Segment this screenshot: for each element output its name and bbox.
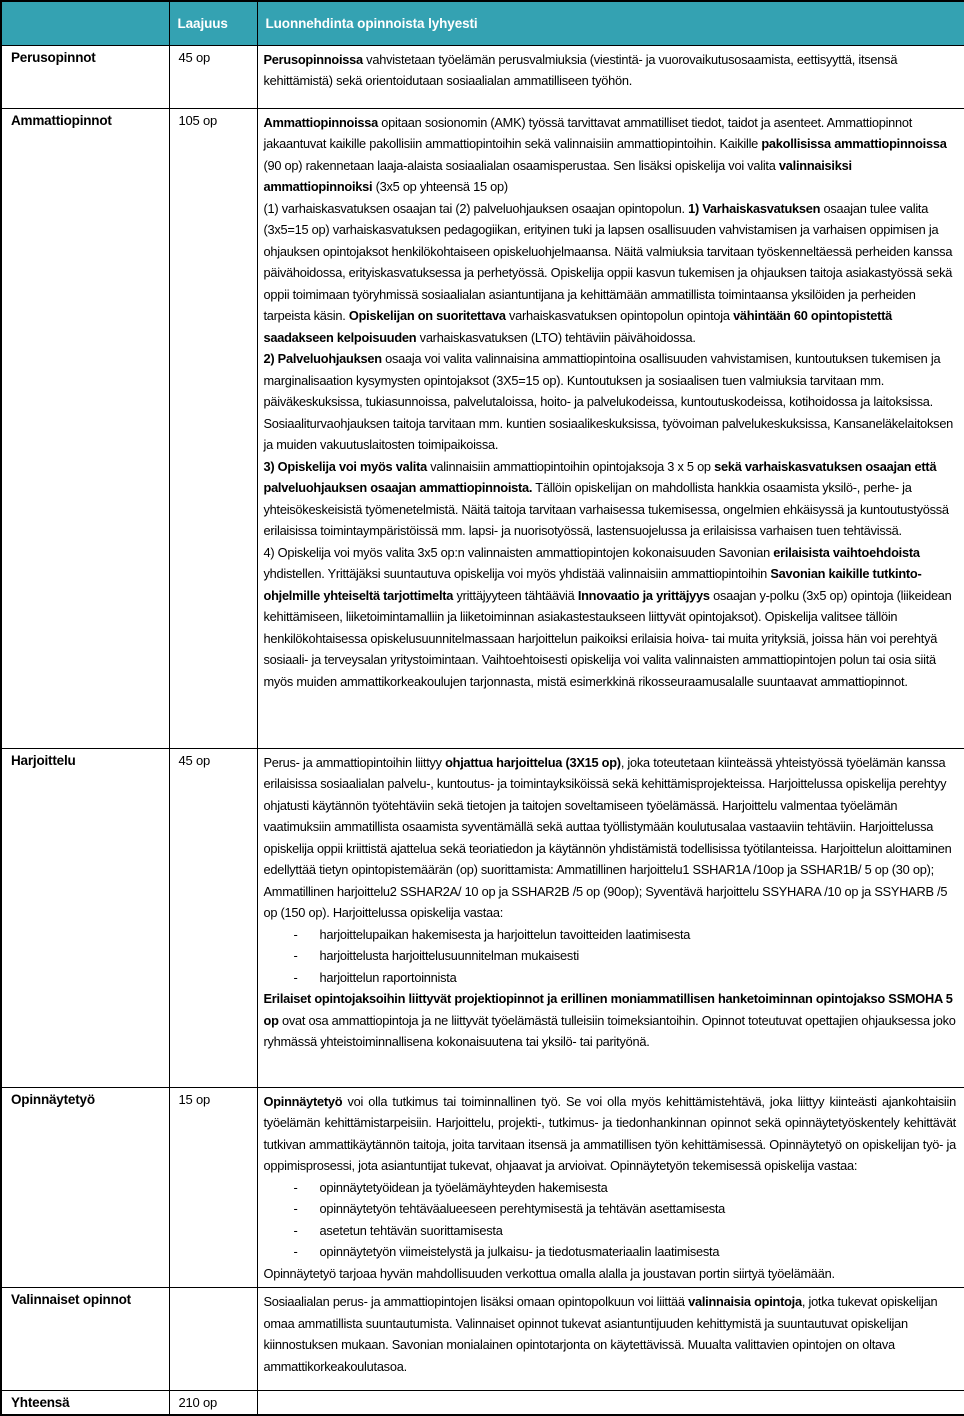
text-run: harjoittelusta harjoittelusuunnitelman mukaisesti xyxy=(319,948,579,963)
row-description xyxy=(257,1391,964,1416)
text-run: , jotka tukevat opiskelijan omaa ammatillista suuntautumista. Valinnaiset opinnot tukevat asiantuntijuuden kehittymistä ja suuntautuvat opiskelijan kiinnostuksen mukaan. Savonian monialainen opintotarjonta on käytettävissä. Muualta valittavien opintojen on oltava ammattikorkeakoulutasoa. xyxy=(263,1294,938,1374)
bold-text-run: 1) Varhaiskasvatuksen xyxy=(688,200,821,216)
row-description xyxy=(257,45,964,108)
list-item-text xyxy=(320,1180,608,1195)
row-description xyxy=(257,1288,964,1391)
row-extent-value: 15 op xyxy=(169,1087,257,1288)
list-item xyxy=(264,967,957,989)
list-dash-marker: - xyxy=(293,948,298,963)
bold-text-run: 2) Palveluohjauksen xyxy=(263,351,382,366)
bold-text-run: 3) Opiskelija voi myös valita xyxy=(263,458,427,474)
list-item-text xyxy=(320,927,691,942)
list-item xyxy=(264,1177,957,1199)
text-run: Ammatillinen harjoittelu2 SSHAR2A/ 10 op ja SSHAR2B /5 op (90op); Syventävä harjoittelu SSYHARA /10 op ja SSYHARB /5 op (150 op). Harjoittelussa opiskelija vastaa: xyxy=(263,883,948,920)
description-paragraph xyxy=(264,988,957,1053)
text-run: varhaiskasvatuksen (LTO) tehtäviin päivähoidossa. xyxy=(416,329,696,345)
column-header-description: Luonnehdinta opinnoista lyhyesti xyxy=(257,1,964,45)
row-category-label: Ammattiopinnot xyxy=(1,108,169,748)
text-run: , joka toteutetaan kiinteässä yhteistyössä työelämän kanssa erilaisissa sosiaalialan palvelu-, kuntoutus- ja toimintayksiköissä sekä kehittämisprojekteissa. Harjoittelussa opiskelija perehtyy ohjatusti käytännön työtehtäviin sekä tietojen ja taitojen soveltamiseen työelämässä. Harjoittelu valmentaa työelämän vaatimuksiin ammatillista osaamista syventämällä sekä auttaa työllistymään koulutusalaa vastaaviin tehtäviin. Harjoittelussa opiskelija oppii kriittistä ajattelua sekä teoriatiedon ja käytännön yhdistämistä todellisissa työtilanteissa. Harjoittelun aloittaminen edellyttää tietyn opintopistemäärän (op) suorittamista: Ammatillinen harjoittelu1 SSHAR1A /10op ja SSHAR1B/ 5 op (30 op); xyxy=(263,754,952,877)
text-run: 4) Opiskelija voi myös valita 3x5 op:n valinnaisten ammattiopintojen kokonaisuuden Savonian xyxy=(263,544,774,560)
description-paragraph xyxy=(264,348,957,456)
description-paragraph xyxy=(264,112,957,198)
row-extent-value xyxy=(169,1288,257,1391)
text-run: asetetun tehtävän suorittamisesta xyxy=(319,1222,503,1238)
list-item-text xyxy=(320,1201,726,1216)
bold-text-run: ohjattua harjoittelua (3X15 op) xyxy=(445,754,621,770)
column-header-category xyxy=(1,1,169,45)
bold-text-run: pakollisissa ammattiopinnoissa xyxy=(761,136,947,151)
bold-text-run: Perusopinnoissa xyxy=(263,51,363,67)
text-run: osaajan y-polku (3x5 op) opintoja (liikeidean kehittämiseen, liiketoimintamalliin ja liiketoiminnan asiakastestaukseen liittyvät opintojaksot). Opiskelija valitsee tällöin henkilökohtaisessa opiskelusuunnitelmassaan harjoittelun paikoiksi erilaisia hoiva- tai muita yrityksiä, joissa hän voi perehtyä sosiaali- ja terveysalan yritystoimintaan. Vaihtoehtoisesti opiskelija voi valita valinnaisten ammattiopintojen polun tai osia siitä myös muiden ammattikorkeakoulujen tarjonnasta, mistä esimerkkinä rikosseuraamusalalle suuntaavat ammattiopinnot. xyxy=(263,587,952,689)
text-run: Opinnäytetyö tarjoaa hyvän mahdollisuuden verkottua omalla alalla ja joustavan portin siirtyä työelämään. xyxy=(263,1265,835,1281)
list-dash-marker: - xyxy=(293,1201,298,1216)
text-run: (90 op) rakennetaan laaja-alaista sosiaalialan osaamisperustaa. Sen lisäksi opiskelija voi valita xyxy=(263,157,779,173)
table-row xyxy=(1,1087,964,1288)
description-paragraph xyxy=(264,1291,957,1377)
bold-text-run: Opinnäytetyö xyxy=(263,1093,343,1109)
text-run: varhaiskasvatuksen opintopolun opintoja xyxy=(505,308,734,323)
text-run: harjoittelupaikan hakemisesta ja harjoittelun tavoitteiden laatimisesta xyxy=(319,926,691,942)
text-run: opitaan sosionomin (AMK) työssä tarvittavat ammatilliset tiedot, taidot ja asenteet. Ammattiopinnot jakaantuvat kaikille pakollisiin ammattiopintoihin sekä valinnaisiin ammattiopintoihin. Kaikille xyxy=(263,114,913,151)
row-category-label: Harjoittelu xyxy=(1,748,169,1087)
text-run: Tällöin opiskelijan on mahdollista hankkia osaamista yksilö-, perhe- ja yhteisökeskeisistä työmenetelmistä. Näitä taitoja tarvitaan varhaisessa tukemisessa, ongelmien ehkäisyssä ja kuntoutustyössä erilaisissa toimintaympäristöissä mm. lapsi- ja nuorisotyössä, lastensuojelussa ja erilaisissa varhaisen tuen tehtävissä. xyxy=(263,480,949,538)
row-extent-value: 45 op xyxy=(169,45,257,108)
description-paragraph xyxy=(264,49,957,92)
text-run: osaaja voi valita valinnaisina ammattiopintoina osallisuuden vahvistamisen, kuntoutuksen tukemisen ja marginalisaation kysymysten opintojaksot (3X5=15 op). Kuntoutuksen ja sosiaalisen tuen valmiuksia tarvitaan mm. päiväkeskuksissa, tukiasunnoissa, palvelutaloissa, hoito- ja palvelukodeissa, kuntoutuskodeissa, kotihoidossa ja laitoksissa. Sosiaaliturvaohjauksen taitoja tarvitaan mm. kuntien sosiaalikeskuksissa, työvoiman palvelukeskuksissa, Kansaneläkelaitoksen ja muiden vakuutuslaitosten toimipaikoissa. xyxy=(263,351,954,452)
text-run: harjoittelun raportoinnista xyxy=(319,969,457,985)
table-row xyxy=(1,1391,964,1416)
text-run: vahvistetaan työelämän perusvalmiuksia (viestintä- ja vuorovaikutusosaamista, eettisyyttä, itsensä kehittämistä) sekä orientoidutaan sosiaalialan ammatilliseen työhön. xyxy=(263,51,898,88)
row-category-label: Valinnaiset opinnot xyxy=(1,1288,169,1391)
text-run: opinnäytetyön viimeistelystä ja julkaisu- ja tiedotusmateriaalin laatimisesta xyxy=(319,1244,720,1259)
text-run: yhdistellen. Yrittäjäksi suuntautuva opiskelija voi myös yhdistää valinnaisiin ammattiopintoihin xyxy=(263,566,771,581)
list-dash-marker: - xyxy=(293,969,298,985)
description-paragraph xyxy=(264,881,957,924)
bold-text-run: erilaisista vaihtoehdoista xyxy=(773,544,920,560)
text-run: (3x5 op yhteensä 15 op) xyxy=(372,179,508,194)
list-item xyxy=(264,1220,957,1242)
text-run: ovat osa ammattiopintoja ja ne liittyvät työelämästä tulleisiin toimeksiantoihin. Opinnot toteutuvat opettajien ohjauksessa joko ryhmässä yhteistoiminnallisena kokonaisuutena tai yksilö- tai parityönä. xyxy=(263,1012,956,1049)
row-category-label: Opinnäytetyö xyxy=(1,1087,169,1288)
row-category-label: Perusopinnot xyxy=(1,45,169,108)
bold-text-run: vähintään 60 opintopistettä saadakseen kelpoisuuden xyxy=(263,308,892,345)
row-extent-value: 105 op xyxy=(169,108,257,748)
text-run: opinnäytetyön tehtäväalueeseen perehtymisestä ja tehtävän asettamisesta xyxy=(319,1201,726,1216)
text-run: (1) varhaiskasvatuksen osaajan tai (2) palveluohjauksen osaajan opintopolun. xyxy=(263,200,689,216)
row-extent-value: 45 op xyxy=(169,748,257,1087)
description-paragraph xyxy=(264,542,957,693)
text-run: Perus- ja ammattiopintoihin liittyy xyxy=(263,754,446,770)
bold-text-run: Opiskelijan on suoritettava xyxy=(348,308,506,323)
row-category-label: Yhteensä xyxy=(1,1391,169,1416)
description-paragraph xyxy=(264,752,957,881)
list-item xyxy=(264,945,957,967)
bold-text-run: Ammattiopinnoissa xyxy=(263,114,378,130)
text-run: valinnaisiin ammattiopintoihin opintojaksoja 3 x 5 op xyxy=(426,458,715,474)
list-item xyxy=(264,924,957,946)
bold-text-run: Erilaiset opintojaksoihin liittyvät projektiopinnot ja erillinen moniammatillisen hanketoiminnan opintojakso SSMOHA 5 op xyxy=(263,991,953,1028)
text-run: voi olla tutkimus tai toiminnallinen työ. Se voi olla myös kehittämistehtävä, joka liittyy kiinteästi ajankohtaisiin työelämän kehittämistarpeisiin. Harjoittelu, projekti-, tutkimus- ja tiedonhankinnan opinnot sekä opinnäytetyöskentely kehittävät tutkivan ammattikäytännön taitoja, joita tarvitaan itsensä ja ammatillisen työn kehittämisessä. Opinnäytetyö on opiskelijan työ- ja oppimisprosessi, jota asiantuntijat tukevat, ohjaavat ja arvioivat. Opinnäytetyön tekemisessä opiskelija vastaa: xyxy=(263,1093,956,1173)
text-run: Sosiaalialan perus- ja ammattiopintojen lisäksi omaan opintopolkuun voi liittää xyxy=(263,1294,689,1309)
row-extent-value: 210 op xyxy=(169,1391,257,1416)
header-row xyxy=(1,1,964,45)
bold-text-run: valinnaisia opintoja xyxy=(688,1294,802,1309)
bold-text-run: Savonian kaikille tutkinto-ohjelmille yhteiseltä tarjottimelta xyxy=(263,566,922,603)
description-paragraph xyxy=(264,456,957,542)
list-item xyxy=(264,1198,957,1220)
description-paragraph xyxy=(264,1091,957,1177)
bold-text-run: sekä varhaiskasvatuksen osaajan että palveluohjauksen osaajan ammattiopinnoista. xyxy=(263,458,937,495)
text-run: opinnäytetyöidean ja työelämäyhteyden hakemisesta xyxy=(319,1179,608,1195)
text-run: yrittäjyyteen tähtääviä xyxy=(453,587,578,603)
list-item-text xyxy=(320,948,579,963)
table-row xyxy=(1,45,964,108)
list-item-text xyxy=(320,1223,503,1238)
description-paragraph xyxy=(264,1263,957,1285)
row-description xyxy=(257,1087,964,1288)
text-run: osaajan tulee valita (3x5=15 op) varhaiskasvatuksen pedagogiikan, erityinen tuki ja lapsen osallisuuden vahvistamisen ja varhaisen oppimisen ja ohjauksen opintojaksot henkilökohtaiseen opiskeluohjelmaansa. Näitä valmiuksia tarvitaan työskenneltäessä perheiden kanssa päivähoidossa, erityiskasvatuksessa ja perhetyössä. Opiskelija oppii kasvun tukemisen ja ohjauksen taitoja asiakastyössä sekä oppii toimimaan työryhmissä sosiaalialan asiantuntijana ja kehittämään ammatillista toimintaansa yksilöiden ja perheiden tarpeista käsin. xyxy=(263,200,953,323)
table-row xyxy=(1,1288,964,1391)
list-item xyxy=(264,1241,957,1263)
table-row xyxy=(1,108,964,748)
row-description xyxy=(257,108,964,748)
list-item-text xyxy=(320,970,457,985)
list-dash-marker: - xyxy=(293,926,298,942)
list-dash-marker: - xyxy=(293,1222,298,1238)
list-dash-marker: - xyxy=(293,1244,298,1259)
bold-text-run: Innovaatio ja yrittäjyys xyxy=(577,587,710,603)
list-dash-marker: - xyxy=(293,1179,298,1195)
list-item-text xyxy=(320,1244,720,1259)
row-description xyxy=(257,748,964,1087)
table-row xyxy=(1,748,964,1087)
bold-text-run: valinnaisiksi ammattiopinnoiksi xyxy=(263,157,852,194)
column-header-laajuus: Laajuus xyxy=(169,1,257,45)
description-paragraph xyxy=(264,198,957,349)
